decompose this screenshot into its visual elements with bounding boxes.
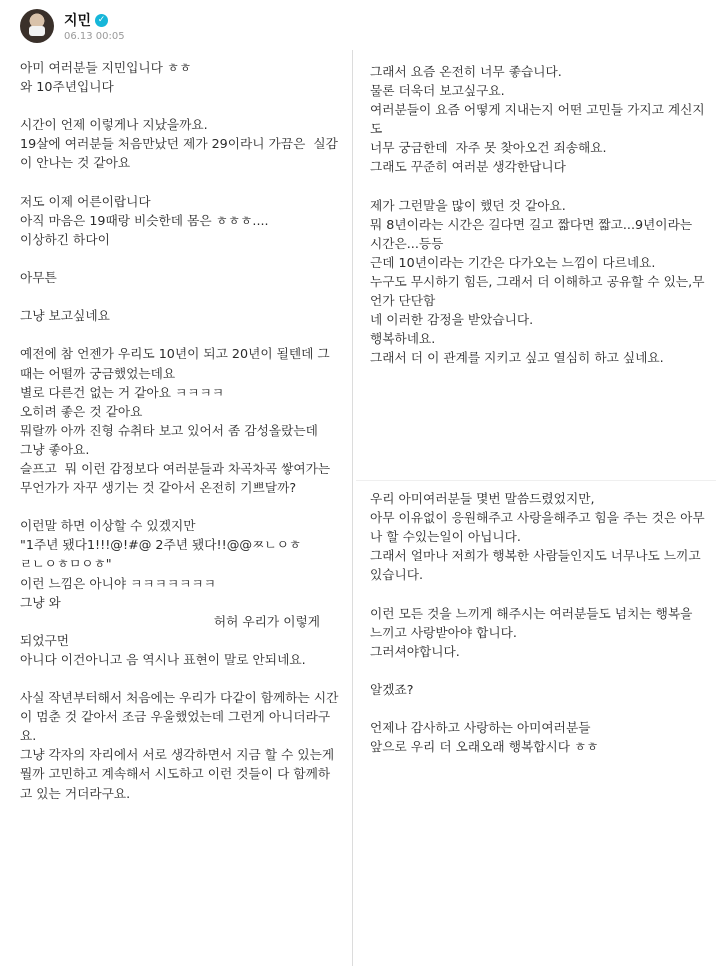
- letter-text-right-top: 그래서 요즘 온전히 너무 좋습니다. 물론 더욱더 보고싶구요. 여러분들이 요즘 어떻게 지내는지 어떤 고민들 가지고 계신지도 너무 궁금한데 자주 못 찾아오건 죄송해요. 그래도 꾸준히 여러분 생각한답니다 제가 그런말을 많이 했던 것 같아요. 뭐 8년이라는 시간은 길다면 길고 짧다면 짧고...9년이라는 시간은...등등 근데 10년이라는 기간은 다가오는 느낌이 다르네요. 누구도 무시하기 힘든, 그래서 더 이해하고 공유할 수 있는,무언가 단단함 네 이러한 감정을 받았습니다. 행복하네요. 그래서 더 이 관계를 지키고 싶고 열심히 하고 싶네요.: [370, 64, 705, 366]
- letter-page-right-top: [356, 50, 716, 480]
- letter-page-right-bottom: [356, 480, 716, 967]
- post-header: [20, 6, 125, 46]
- post-timestamp: 06.13 00:05: [64, 31, 125, 42]
- letter-text-part1: 아미 여러분들 지민입니다 ㅎㅎ 와 10주년입니다 시간이 언제 이렇게나 지났을까요. 19살에 여러분들 처음만났던 제가 29이라니 가끔은 실감이 안나는 것 같아요 저도 이제 어른이랍니다 아직 마음은 19때랑 비슷한데 몸은 ㅎㅎㅎ.... 이상하긴 하다이 아무튼 그냥 보고싶네요 예전에 참 언젠가 우리도 10년이 되고 20년이 될텐데 그때는 어떨까 궁금했었는데요 별로 다른건 없는 거 같아요 ㅋㅋㅋㅋ 오히려 좋은 것 같아요 뭐랄까 아까 진형 슈취타 보고 있어서 좀 감성올랐는데 그냥 좋아요. 슬프고 뭐 이런 감정보다 여러분들과 차곡차곡 쌓여가는 무언가가 자꾸 생기는 것 같아서 온전히 기쁘달까? 이런말 하면 이상할 수 있겠지만 "1주년 됐다1!!!@!#@ 2주년 됐다!!@@ㅉㄴㅇㅎ ㄹㄴㅇㅎㅁㅇㅎ" 이런 느낌은 아니야 ㅋㅋㅋㅋㅋㅋㅋ 그냥 와: [20, 60, 338, 610]
- author-row: [64, 10, 125, 30]
- avatar[interactable]: [20, 9, 54, 43]
- author-name[interactable]: 지민: [64, 13, 92, 29]
- post-meta: [64, 10, 125, 42]
- letter-page-left: [0, 50, 353, 966]
- verified-check-icon: ✓: [95, 14, 108, 27]
- letter-text-part2: 되었구먼 아니다 이건아니고 음 역시나 표현이 말로 안되네요. 사실 작년부터해서 처음에는 우리가 다같이 함께하는 시간이 멈춘 것 같아서 조금 우울했었는데 그런게 아니더라구요. 그냥 각자의 자리에서 서로 생각하면서 지금 할 수 있는게 뭘까 고민하고 계속해서 시도하고 이런 것들이 다 함께하고 있는 거더라구요.: [20, 632, 339, 801]
- letter-text-right-bottom: 우리 아미여러분들 몇번 말씀드렸었지만, 아무 이유없이 응원해주고 사랑을해주고 힘을 주는 것은 아무나 할 수있는일이 아닙니다. 그래서 얼마나 저희가 행복한 사람들인지도 너무나도 느끼고 있습니다. 이런 모든 것을 느끼게 해주시는 여러분들도 넘치는 행복을 느끼고 사랑받아야 합니다. 그러셔야합니다. 알겠죠? 언제나 감사하고 사랑하는 아미여러분들 앞으로 우리 더 오래오래 행복합시다 ㅎㅎ: [370, 491, 705, 755]
- letter-indented-line: 허허 우리가 이렇게: [213, 613, 320, 629]
- letter-text-left: [20, 58, 340, 803]
